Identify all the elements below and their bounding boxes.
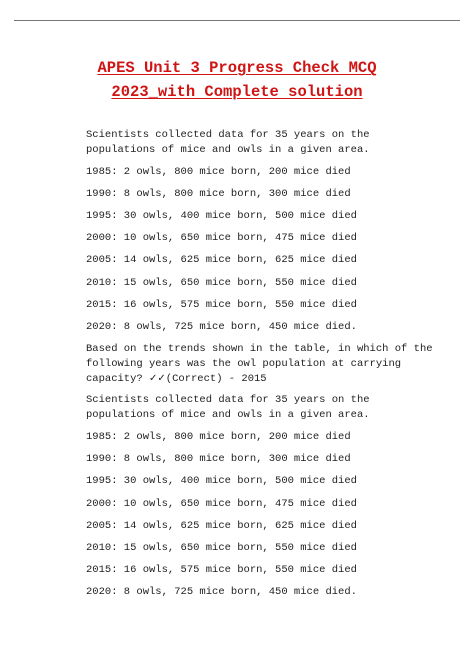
title-line-1: APES Unit 3 Progress Check MCQ	[97, 59, 377, 77]
record-line: 2005: 14 owls, 625 mice born, 625 mice died	[86, 519, 357, 532]
record-line: 2000: 10 owls, 650 mice born, 475 mice died	[86, 497, 357, 510]
record-line: 2010: 15 owls, 650 mice born, 550 mice died	[86, 276, 357, 289]
block2-intro: Scientists collected data for 35 years on the populations of mice and owls in a given area.	[86, 394, 376, 422]
record-line: 1985: 2 owls, 800 mice born, 200 mice died	[86, 165, 351, 178]
document-body	[86, 128, 442, 608]
record-line: 1995: 30 owls, 400 mice born, 500 mice died	[86, 209, 357, 222]
record-line: 2005: 14 owls, 625 mice born, 625 mice died	[86, 254, 357, 267]
block2-records	[86, 430, 442, 600]
question-body: Based on the trends shown in the table, in which of the following years was the owl population at carrying capacity?	[86, 343, 439, 385]
question-text	[86, 342, 442, 386]
record-line: 1995: 30 owls, 400 mice born, 500 mice died	[86, 475, 357, 488]
record-line: 1990: 8 owls, 800 mice born, 300 mice died	[86, 453, 351, 466]
block1-intro: Scientists collected data for 35 years on the populations of mice and owls in a given area.	[86, 129, 376, 156]
record-line: 2015: 16 owls, 575 mice born, 550 mice died	[86, 298, 357, 311]
record-line: 2020: 8 owls, 725 mice born, 450 mice died.	[86, 320, 357, 333]
record-line: 1990: 8 owls, 800 mice born, 300 mice died	[86, 187, 351, 200]
header-rule	[14, 20, 460, 21]
block1-records	[86, 165, 442, 335]
check-icon: ✓✓	[149, 372, 166, 384]
record-line: 2015: 16 owls, 575 mice born, 550 mice died	[86, 564, 357, 577]
record-line: 2000: 10 owls, 650 mice born, 475 mice died	[86, 232, 357, 245]
answer-text: (Correct) - 2015	[165, 372, 267, 385]
title-line-2: 2023_with Complete solution	[111, 83, 363, 101]
document-title	[0, 56, 474, 104]
record-line: 1985: 2 owls, 800 mice born, 200 mice died	[86, 431, 351, 444]
record-line: 2010: 15 owls, 650 mice born, 550 mice died	[86, 542, 357, 555]
record-line: 2020: 8 owls, 725 mice born, 450 mice died.	[86, 586, 357, 599]
